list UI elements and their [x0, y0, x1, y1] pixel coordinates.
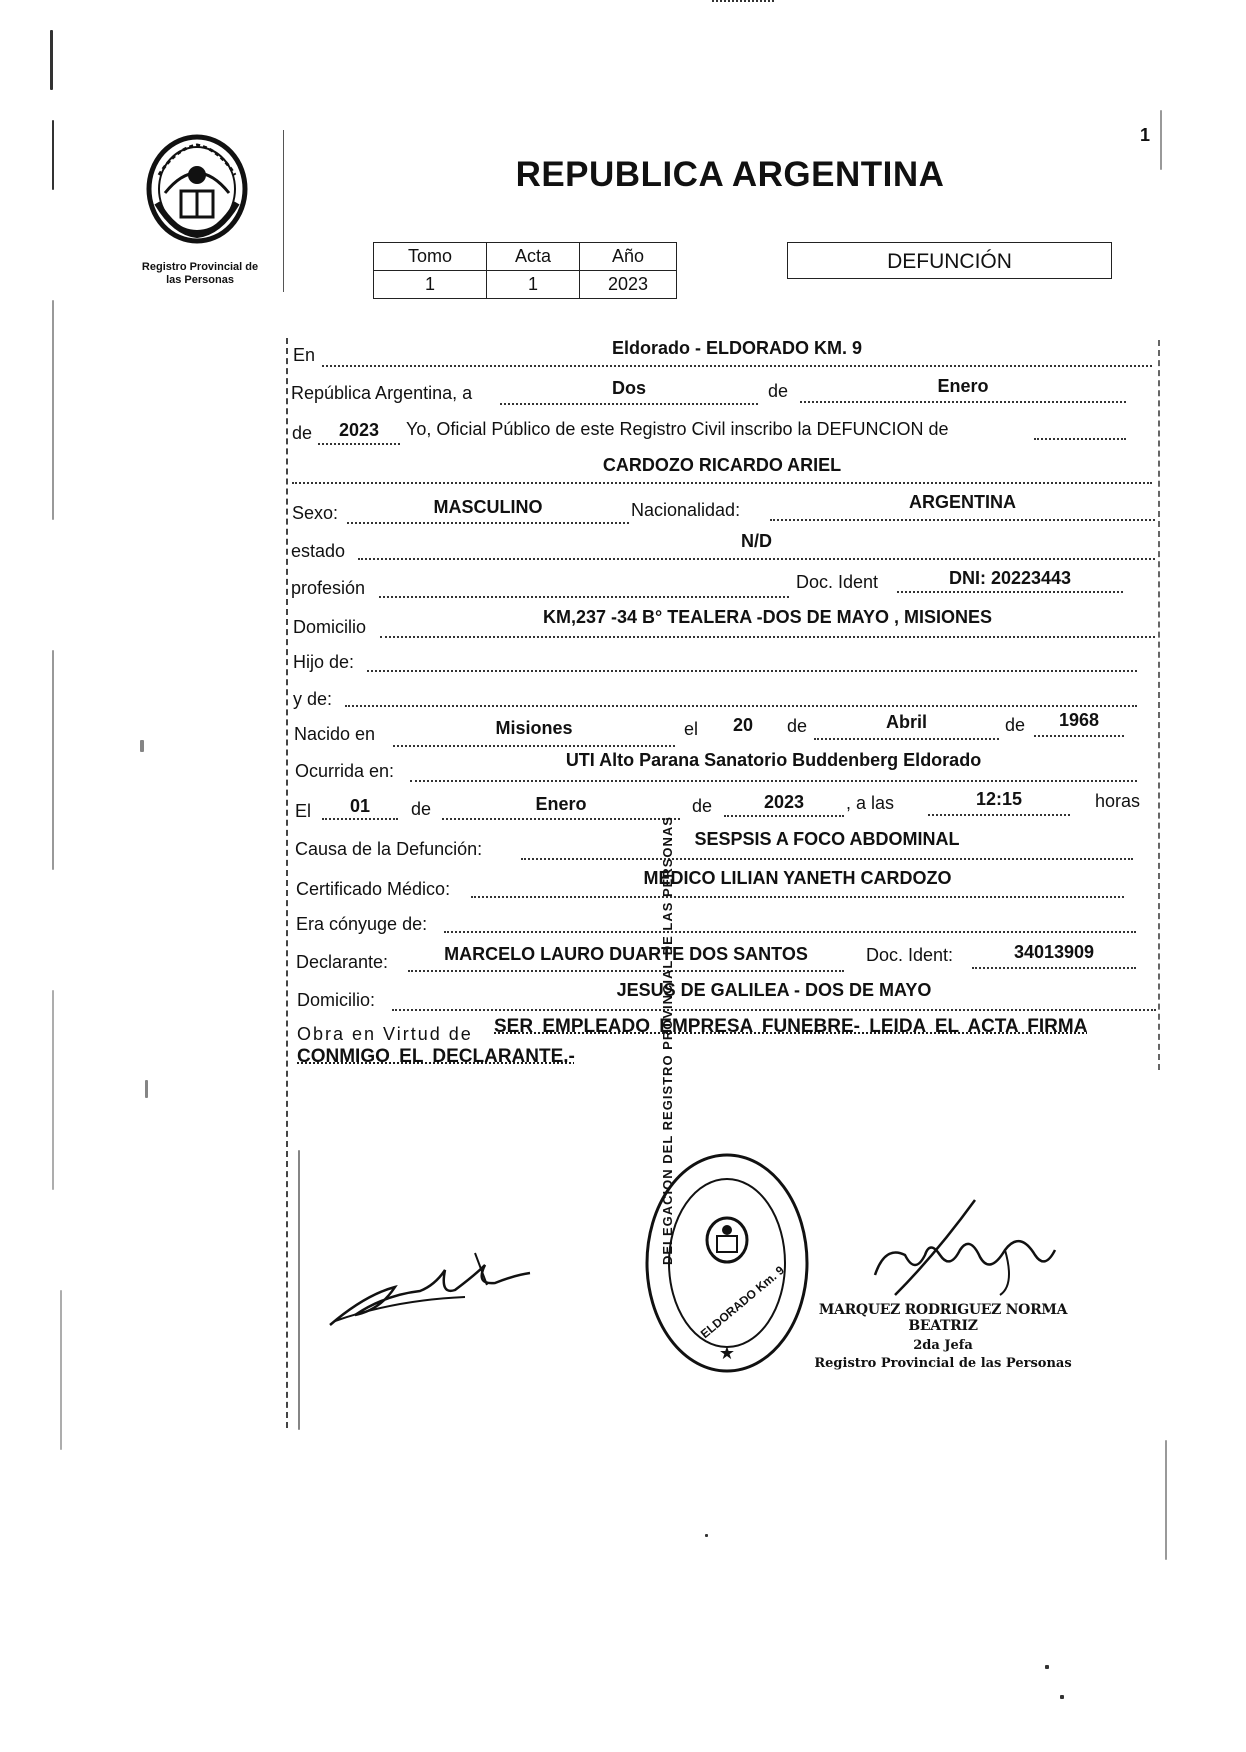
nacionalidad-value: ARGENTINA [909, 492, 1016, 512]
obra-value-line-1: SER EMPLEADO EMPRESA FUNEBRE- LEIDA EL ACTA FIRMA [494, 1016, 1088, 1037]
causa-value: SESPSIS A FOCO ABDOMINAL [694, 829, 960, 849]
nacionalidad-dotted-line [770, 519, 1155, 521]
seal-ring-text-holder [648, 1230, 664, 1246]
profesion-label: profesión [291, 578, 366, 598]
scan-mark [705, 1534, 708, 1537]
sexo-label: Sexo: [292, 503, 339, 523]
declarant-signature [325, 1225, 535, 1335]
nacido-value: Misiones [495, 718, 573, 738]
domicilio-declarante-label: Domicilio: [297, 990, 376, 1010]
hijo-de-label: Hijo de: [293, 652, 355, 672]
obra-value-line-2: CONMIGO EL DECLARANTE.- [297, 1046, 575, 1067]
scan-mark [1045, 1665, 1049, 1669]
de-year-label: de [292, 423, 313, 443]
sexo-value: MASCULINO [433, 497, 543, 517]
deceased-name: CARDOZO RICARDO ARIEL [602, 455, 842, 475]
horas-label: horas [1095, 791, 1141, 811]
domicilio-dotted-line [380, 636, 1155, 638]
ocurrida-value: UTI Alto Parana Sanatorio Buddenberg Eldorado [565, 750, 982, 770]
header-ano: Año [580, 243, 677, 271]
de-label: de [768, 381, 789, 401]
republica-label: República Argentina, a [291, 383, 473, 403]
page-title: REPUBLICA ARGENTINA [515, 155, 945, 194]
official-office: Registro Provincial de las Personas [814, 1356, 1072, 1371]
sexo-dotted-line [347, 522, 629, 524]
value-acta: 1 [487, 271, 580, 299]
official-name: MARQUEZ RODRIGUEZ NORMA BEATRIZ [818, 1302, 1068, 1334]
inscription-text: Yo, Oficial Público de este Registro Civil inscribo la DEFUNCION de [406, 419, 949, 439]
nacido-dotted-line [393, 745, 675, 747]
scan-mark [145, 1080, 148, 1098]
table-header-row [374, 243, 677, 271]
de-death-label: de [411, 799, 432, 819]
scan-mark [298, 1150, 300, 1430]
y-de-label: y de: [293, 689, 333, 709]
day-value: Dos [611, 378, 646, 398]
scan-mark [52, 120, 54, 190]
birth-year-dotted-line [1034, 735, 1124, 737]
svg-text:★: ★ [718, 1343, 736, 1363]
official-signature-block [808, 1302, 1078, 1371]
declarante-value: MARCELO LAURO DUARTE DOS SANTOS [444, 944, 808, 964]
en-dotted-line [322, 365, 1152, 367]
certificado-dotted-line [471, 896, 1124, 898]
official-seal [642, 1145, 812, 1380]
birth-day-dotted-line [712, 0, 774, 2]
table-value-row [374, 271, 677, 299]
scan-mark [1165, 1440, 1167, 1560]
year-dotted-line [318, 443, 400, 445]
certificado-value: MEDICO LILIAN YANETH CARDOZO [643, 868, 952, 888]
birth-month-value: Abril [885, 712, 927, 732]
scan-mark [1060, 1695, 1064, 1699]
death-day-dotted-line [322, 818, 398, 820]
left-margin-rule [286, 338, 288, 1428]
y-de-dotted-line [345, 705, 1137, 707]
birth-day-value: 20 [732, 715, 754, 735]
header-tomo: Tomo [374, 243, 487, 271]
death-time-value: 12:15 [975, 789, 1023, 809]
name-dotted-line [292, 482, 1152, 484]
certificado-label: Certificado Médico: [296, 879, 451, 899]
estado-value: N/D [741, 531, 772, 551]
tomo-acta-ano-table [373, 242, 677, 299]
inscription-dotted-line [1034, 438, 1126, 440]
scan-mark [1160, 110, 1162, 170]
doc-ident-dotted-line [897, 591, 1123, 593]
registry-line-2: las Personas [166, 274, 234, 286]
doc-ident-declarante-dotted-line [972, 967, 1136, 969]
domicilio-declarante-dotted-line [392, 1009, 1156, 1011]
doc-ident-value: DNI: 20223443 [948, 568, 1072, 588]
scan-mark [140, 740, 144, 752]
registry-line-1: Registro Provincial de [141, 261, 259, 273]
estado-label: estado [291, 541, 346, 561]
el-label: el [684, 719, 699, 739]
profesion-dotted-line [379, 596, 789, 598]
right-margin-rule [1158, 340, 1160, 1070]
scan-mark [52, 300, 54, 520]
page-number: 1 [1140, 125, 1151, 145]
month-dotted-line [800, 401, 1126, 403]
ocurrida-dotted-line [410, 780, 1137, 782]
birth-year-value: 1968 [1058, 710, 1100, 730]
scan-mark [52, 990, 54, 1190]
domicilio-value: KM,237 -34 B° TEALERA -DOS DE MAYO , MISIONES [543, 607, 992, 627]
scan-mark [52, 650, 54, 870]
official-signature [855, 1195, 1065, 1305]
death-year-value: 2023 [763, 792, 805, 812]
domicilio-label: Domicilio [293, 617, 367, 637]
death-month-value: Enero [535, 794, 587, 814]
value-ano: 2023 [580, 271, 677, 299]
death-day-value: 01 [349, 796, 371, 816]
de-birth-label: de [787, 716, 808, 736]
de-death-year-label: de [692, 796, 713, 816]
nacido-label: Nacido en [294, 724, 376, 744]
doc-ident-declarante-value: 34013909 [1013, 942, 1095, 962]
death-month-dotted-line [442, 818, 680, 820]
month-value: Enero [937, 376, 989, 396]
doc-ident-declarante-label: Doc. Ident: [866, 945, 954, 965]
hijo-de-dotted-line [367, 670, 1137, 672]
declarante-label: Declarante: [296, 952, 389, 972]
scan-mark [50, 30, 53, 90]
ocurrida-label: Ocurrida en: [295, 761, 395, 781]
death-time-dotted-line [928, 814, 1070, 816]
header-acta: Acta [487, 243, 580, 271]
seal-ring-text: DELEGACION DEL REGISTRO PROVINCIAL DE LAS PERSONAS [660, 816, 675, 1265]
conyuge-dotted-line [444, 931, 1136, 933]
registry-name [125, 261, 275, 287]
declarante-dotted-line [408, 970, 844, 972]
official-role: 2da Jefa [913, 1338, 973, 1353]
de-birth-year-label: de [1005, 715, 1026, 735]
birth-month-dotted-line [814, 738, 999, 740]
causa-dotted-line [521, 858, 1133, 860]
seal-center-text: ELDORADO Km. 9 [697, 1262, 787, 1342]
death-year-dotted-line [724, 815, 844, 817]
obra-label: Obra en Virtud de [297, 1024, 473, 1044]
year-value: 2023 [338, 420, 380, 440]
en-label: En [293, 345, 316, 365]
el-death-label: El [295, 801, 312, 821]
causa-label: Causa de la Defunción: [295, 839, 483, 859]
document-type-box: DEFUNCIÓN [787, 242, 1112, 279]
conyuge-label: Era cónyuge de: [296, 914, 428, 934]
day-dotted-line [500, 403, 758, 405]
domicilio-declarante-value: JESUS DE GALILEA - DOS DE MAYO [616, 980, 932, 1000]
a-las-label: , a las [846, 793, 895, 813]
value-tomo: 1 [374, 271, 487, 299]
scan-mark [60, 1290, 62, 1450]
header-divider [283, 130, 284, 292]
en-value: Eldorado - ELDORADO KM. 9 [611, 338, 862, 358]
estado-dotted-line [358, 558, 1155, 560]
provincial-coat-of-arms-logo [145, 133, 250, 245]
doc-ident-label: Doc. Ident [796, 572, 879, 592]
nacionalidad-label: Nacionalidad: [631, 500, 741, 520]
